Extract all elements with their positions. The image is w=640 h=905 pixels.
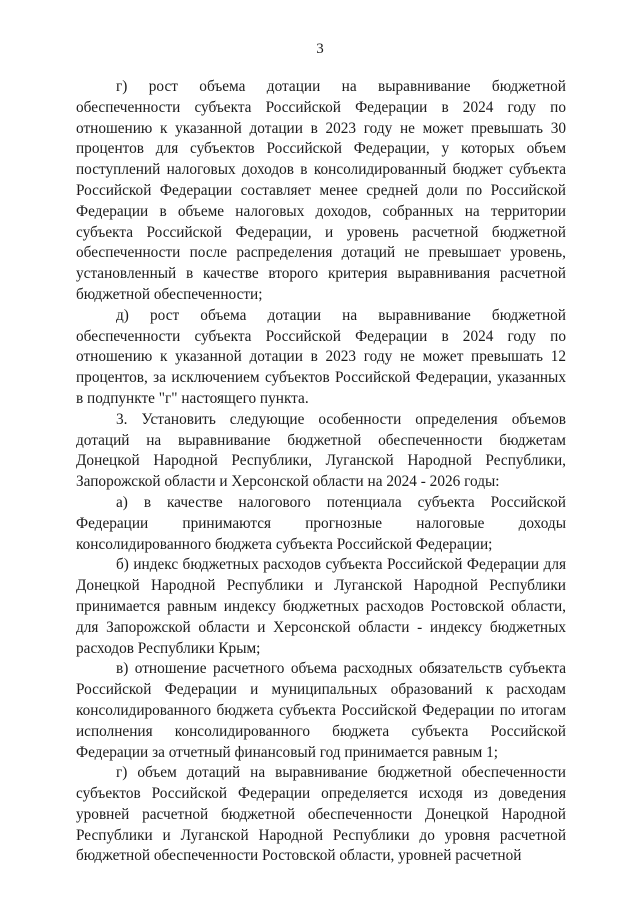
paragraph-item-d-12-percent: д) рост объема дотации на выравнивание бюджетной обеспеченности субъекта Российской Федерации в 2024 году по отношению к указанной дотации в 2023 году не может превышать 12 процентов, за исключением субъектов Российской Федерации, указанных в подпункте "г" настоящего пункта. [76, 306, 566, 407]
paragraph-item-b-expenditure-index: б) индекс бюджетных расходов субъекта Российской Федерации для Донецкой Народной Республики и Луганской Народной Республики принимается равным индексу бюджетных расходов Ростовской области, для Запорожской области и Херсонской области - индексу бюджетных расходов Республики Крым; [76, 556, 566, 657]
paragraph-item-g-subsidy-volume: г) объем дотаций на выравнивание бюджетной обеспеченности субъектов Российской Федерации определяется исходя из доведения уровней расчетной бюджетной обеспеченности Донецкой Народной Республики и Луганской Народной Республики до уровня расчетной бюджетной обеспеченности Ростовской области, уровней расчетной [76, 764, 566, 865]
document-body [76, 77, 566, 867]
paragraph-item-g-30-percent: г) рост объема дотации на выравнивание бюджетной обеспеченности субъекта Российской Федерации в 2024 году по отношению к указанной дотации в 2023 году не может превышать 30 процентов для субъектов Российской Федерации, у которых объем поступлений налоговых доходов в консолидированный бюджет субъекта Российской Федерации составляет менее средней доли по Российской Федерации в объеме налоговых доходов, собранных на территории субъекта Российской Федерации, и уровень расчетной бюджетной обеспеченности после распределения дотаций не превышает уровень, установленный в качестве второго критерия выравнивания расчетной бюджетной обеспеченности; [76, 78, 566, 303]
paragraph-item-v-obligations-ratio: в) отношение расчетного объема расходных обязательств субъекта Российской Федерации и муниципальных образований к расходам консолидированного бюджета субъекта Российской Федерации по итогам исполнения консолидированного бюджета субъекта Российской Федерации за отчетный финансовый год принимается равным 1; [76, 660, 566, 761]
page-number: 3 [316, 41, 324, 57]
paragraph-item-a-tax-potential: а) в качестве налогового потенциала субъекта Российской Федерации принимаются прогнозные налоговые доходы консолидированного бюджета субъекта Российской Федерации; [76, 493, 566, 553]
paragraph-section-3: 3. Установить следующие особенности определения объемов дотаций на выравнивание бюджетной обеспеченности бюджетам Донецкой Народной Республики, Луганской Народной Республики, Запорожской области и Херсонской области на 2024 - 2026 годы: [76, 410, 566, 491]
